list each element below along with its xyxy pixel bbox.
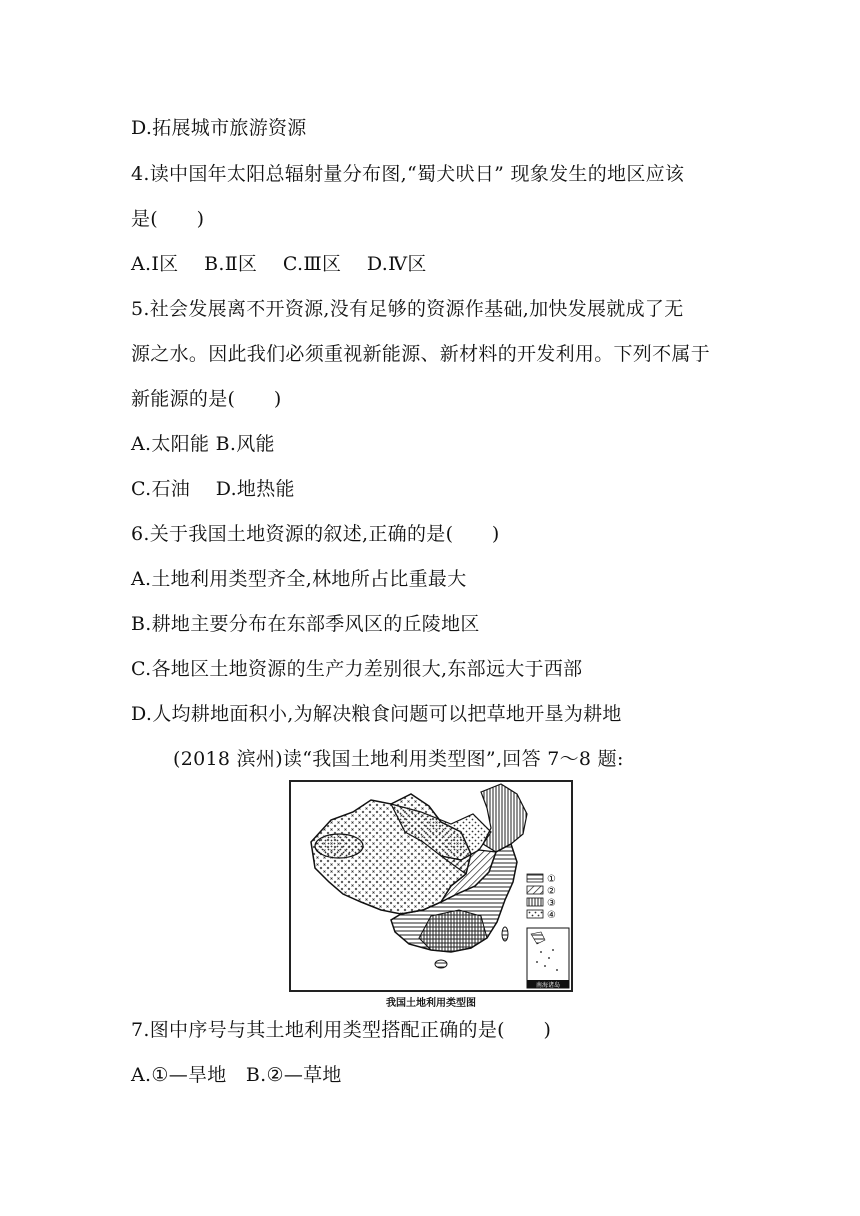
legend-label-3: ③ bbox=[547, 898, 556, 909]
legend-label-1: ① bbox=[547, 874, 556, 885]
tarim-basin bbox=[315, 834, 363, 858]
question-5-line1: 5.社会发展离不开资源,没有足够的资源作基础,加快发展就成了无 bbox=[131, 298, 684, 320]
land-use-map bbox=[289, 780, 573, 992]
northeast-region bbox=[481, 784, 527, 852]
question-6: 6.关于我国土地资源的叙述,正确的是( ) bbox=[131, 523, 500, 545]
legend-label-4: ④ bbox=[547, 910, 556, 921]
question-6-option-d: D.人均耕地面积小,为解决粮食问题可以把草地开垦为耕地 bbox=[131, 703, 622, 725]
question-5-options-ab: A.太阳能 B.风能 bbox=[131, 433, 275, 455]
question-5-options-cd: C.石油 D.地热能 bbox=[131, 478, 295, 500]
option-d-q3: D.拓展城市旅游资源 bbox=[131, 117, 307, 139]
question-7-options-ab: A.①—旱地 B.②—草地 bbox=[131, 1064, 342, 1086]
intro-questions-7-8: (2018 滨州)读“我国土地利用类型图”,回答 7～8 题: bbox=[173, 748, 624, 770]
question-6-option-c: C.各地区土地资源的生产力差别很大,东部远大于西部 bbox=[131, 658, 583, 680]
question-7: 7.图中序号与其土地利用类型搭配正确的是( ) bbox=[131, 1019, 552, 1041]
question-6-option-b: B.耕地主要分布在东部季风区的丘陵地区 bbox=[131, 613, 480, 635]
south-china-sea-inset bbox=[527, 928, 569, 989]
question-5-line3: 新能源的是( ) bbox=[131, 388, 282, 410]
map-legend bbox=[527, 874, 556, 921]
legend-label-2: ② bbox=[547, 886, 556, 897]
map-caption: 我国土地利用类型图 bbox=[386, 998, 476, 1009]
china-map-graphic bbox=[291, 782, 571, 990]
question-6-option-a: A.土地利用类型齐全,林地所占比重最大 bbox=[131, 568, 467, 590]
question-4-line1: 4.读中国年太阳总辐射量分布图,“蜀犬吠日” 现象发生的地区应该 bbox=[131, 163, 685, 185]
taiwan-island bbox=[502, 927, 508, 941]
question-4-line2: 是( ) bbox=[131, 208, 205, 230]
inset-label: 南海诸岛 bbox=[535, 982, 561, 989]
question-4-options: A.Ⅰ区 B.Ⅱ区 C.Ⅲ区 D.Ⅳ区 bbox=[131, 253, 427, 275]
hainan-island bbox=[435, 960, 447, 968]
question-5-line2: 源之水。因此我们必须重视新能源、新材料的开发利用。下列不属于 bbox=[131, 343, 711, 365]
